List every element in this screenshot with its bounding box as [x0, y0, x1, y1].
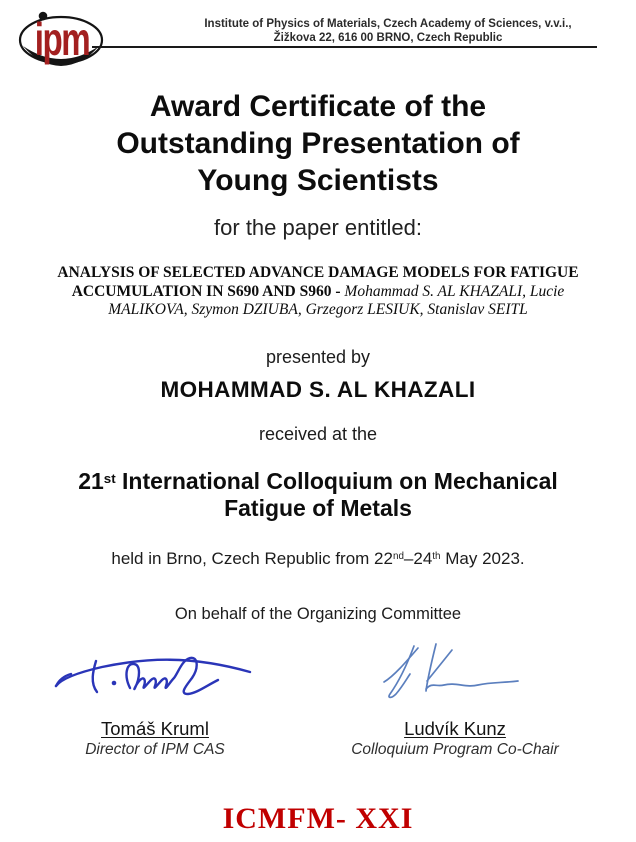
- held-month-year: May 2023.: [440, 548, 525, 568]
- paper-title: ANALYSIS OF SELECTED ADVANCE DAMAGE MODELS FOR FATIGUE ACCUMULATION IN S690 AND S960: [57, 264, 579, 300]
- held-ordinal-2: th: [432, 551, 441, 563]
- colloquium-name: [0, 468, 636, 522]
- committee-heading: On behalf of the Organizing Committee: [174, 604, 462, 623]
- institute-address: [150, 17, 626, 45]
- event-date-location: [0, 548, 636, 569]
- colloquium-name-rest: International Colloquium on Mechanical: [115, 467, 558, 494]
- kruml-signature: [50, 634, 260, 718]
- recipient-name: MOHAMMAD S. AL KHAZALI: [160, 376, 476, 402]
- event-code: ICMFM- XXI: [222, 801, 414, 835]
- signatory-name-left: Tomáš Kruml: [101, 717, 209, 739]
- title-line-2: Outstanding Presentation of: [116, 127, 520, 160]
- held-ordinal-1: nd: [392, 551, 404, 563]
- paper-intro-label: for the paper entitled:: [214, 215, 422, 240]
- institute-name-line: Institute of Physics of Materials, Czech Academy of Sciences, v.v.i.,: [204, 18, 572, 30]
- colloquium-ordinal: st: [103, 470, 116, 486]
- header-divider: [92, 46, 597, 48]
- signature-block-right: [325, 634, 585, 759]
- paper-reference: [56, 264, 580, 320]
- held-text: held in Brno, Czech Republic from 22: [111, 548, 393, 568]
- paper-authors: Mohammad S. AL KHAZALI, Lucie MALIKOVA, Szymon DZIUBA, Grzegorz LESIUK, Stanislav SEITL: [108, 282, 565, 318]
- title-line-3: Young Scientists: [197, 164, 439, 197]
- colloquium-line-2: Fatigue of Metals: [224, 494, 412, 521]
- header: [0, 0, 636, 70]
- ipm-logo-icon: [10, 4, 114, 72]
- institute-address-line: Žižkova 22, 616 00 BRNO, Czech Republic: [273, 32, 503, 44]
- kunz-signature: [370, 634, 540, 718]
- signature-block-left: [25, 634, 285, 759]
- ipm-logo-text: ipm: [34, 14, 90, 66]
- colloquium-number: 21: [78, 467, 104, 494]
- colloquium-line-1: [0, 468, 636, 495]
- signatory-role-left: Director of IPM CAS: [85, 740, 225, 758]
- title-line-1: Award Certificate of the: [149, 90, 487, 123]
- held-date-range: –24: [403, 548, 433, 568]
- signatory-name-right: Ludvík Kunz: [404, 717, 506, 739]
- signature-row: [0, 634, 636, 759]
- presented-by-label: presented by: [265, 346, 371, 367]
- signatory-role-right: Colloquium Program Co-Chair: [351, 740, 559, 758]
- received-at-label: received at the: [258, 423, 378, 444]
- paper-separator: -: [331, 282, 345, 300]
- certificate-title: [0, 88, 636, 199]
